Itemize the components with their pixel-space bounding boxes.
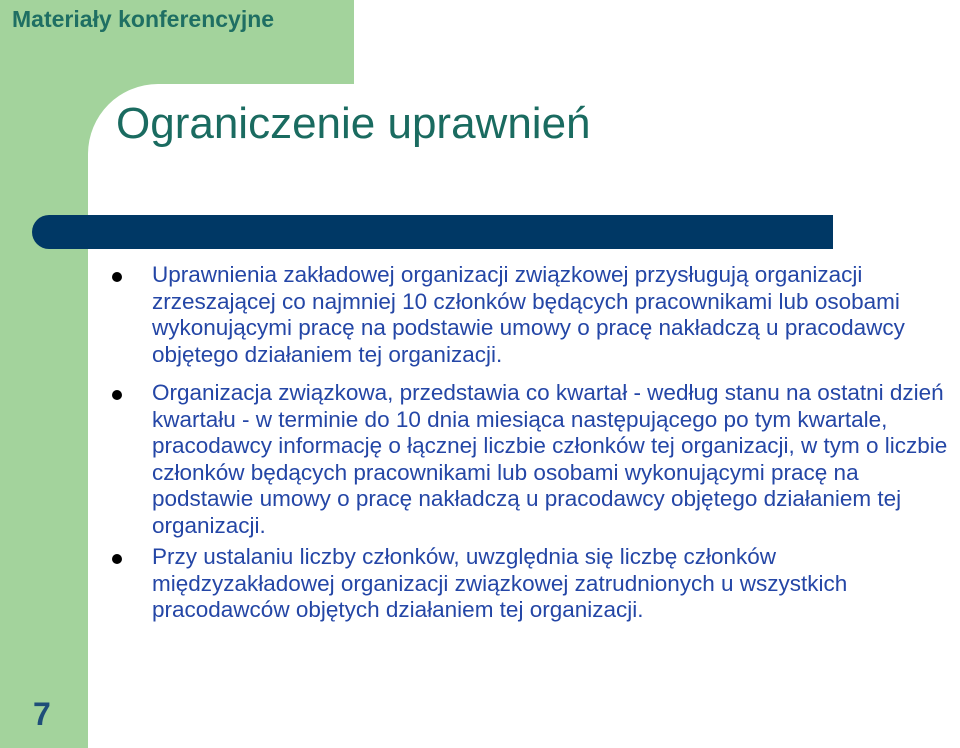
bullet-dot-icon [112, 390, 122, 400]
bullet-dot-icon [112, 554, 122, 564]
bullet-item [112, 262, 957, 368]
bullet-item [112, 544, 957, 624]
bullet-text: Przy ustalaniu liczby członków, uwzględnia się liczbę członków międzyzakładowej organizacji związkowej zatrudnionych u wszystkich pracodawców objętych działaniem tej organizacji. [152, 544, 848, 622]
bullet-item [112, 380, 957, 539]
bullet-list [112, 262, 957, 636]
bullet-dot-icon [112, 272, 122, 282]
bullet-text: Organizacja związkowa, przedstawia co kwartał - według stanu na ostatni dzień kwartału - w terminie do 10 dnia miesiąca następującego po tym kwartale, pracodawcy informację o łącznej liczbie członków tej organizacji, w tym o liczbie członków będących pracownikami lub osobami wykonującymi pracę na podstawie umowy o pracę nakładczą u pracodawcy objętego działaniem tej organizacji. [152, 380, 948, 538]
page-number: 7 [33, 696, 51, 732]
slide-title: Ograniczenie uprawnień [116, 99, 591, 148]
bullet-text: Uprawnienia zakładowej organizacji związkowej przysługują organizacji zrzeszającej co najmniej 10 członków będących pracownikami lub osobami wykonującymi pracę na podstawie umowy o pracę nakładczą u pracodawcy objętego działaniem tej organizacji. [152, 262, 905, 367]
title-divider-bar [32, 215, 833, 249]
top-background [354, 0, 960, 84]
header-label: Materiały konferencyjne [12, 6, 275, 32]
